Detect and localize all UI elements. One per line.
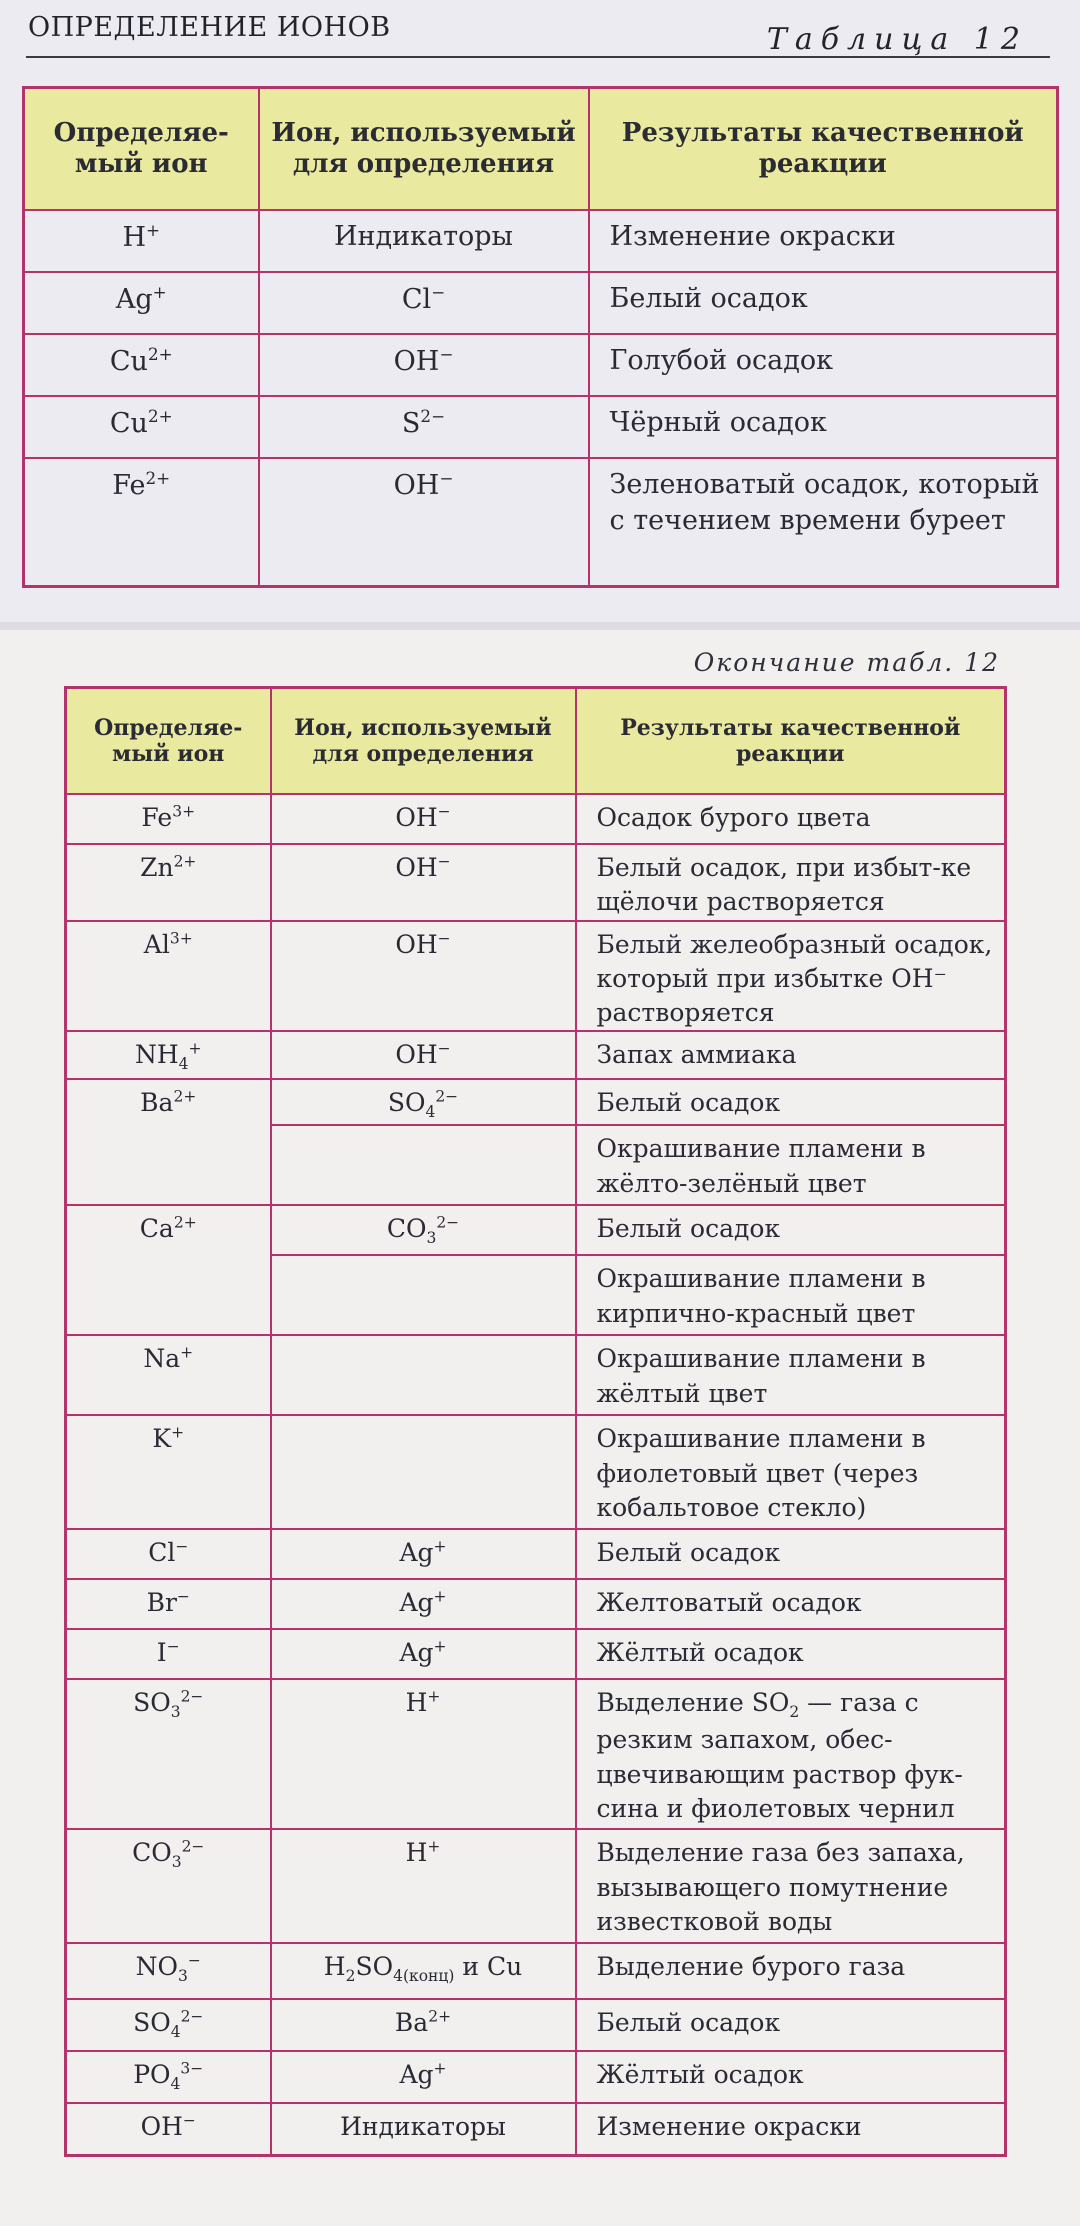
table-label: Таблица 12 (766, 22, 1028, 57)
page-top (0, 0, 1080, 622)
result-cell: Выделение $SO_2$ — газа с резким запахом, обес-цвечивающим раствор фук-сина и фиолетовых чернил (576, 1679, 1006, 1829)
table-row (66, 1335, 1006, 1415)
reagent-cell: Индикаторы (259, 210, 589, 272)
result-cell: Осадок бурого цвета (576, 794, 1006, 844)
table-header-row (24, 88, 1058, 211)
table-row (24, 210, 1058, 272)
ion-cell: $NO_3^-$ (66, 1943, 271, 1999)
reagent-cell: Индикаторы (271, 2103, 576, 2155)
table-row (66, 1079, 1006, 1125)
ion-cell: $Ba^{2+}$ (66, 1079, 271, 1205)
result-cell: Изменение окраски (589, 210, 1058, 272)
table-row (24, 272, 1058, 334)
ion-cell: Br− (66, 1579, 271, 1629)
reagent-cell: OH− (271, 1031, 576, 1079)
ion-cell: $SO_4^{2-}$ (66, 1999, 271, 2051)
result-cell: Жёлтый осадок (576, 1629, 1006, 1679)
result-cell: Белый осадок (589, 272, 1058, 334)
col-header-reagent: Ион, используемый для определения (271, 688, 576, 795)
table-row (66, 1529, 1006, 1579)
table-header-row (66, 688, 1006, 795)
ion-cell: H+ (24, 210, 259, 272)
result-cell: Запах аммиака (576, 1031, 1006, 1079)
reagent-cell: OH− (271, 794, 576, 844)
result-cell: Белый осадок, при избыт-ке щёлочи растворяется (576, 844, 1006, 921)
table-row (24, 334, 1058, 396)
result-cell: Белый осадок (576, 1999, 1006, 2051)
ion-cell: $Cu^{2+}$ (24, 396, 259, 458)
result-cell: Белый осадок (576, 1079, 1006, 1125)
col-header-reagent: Ион, используемый для определения (259, 88, 589, 211)
col-header-ion: Определяе-мый ион (24, 88, 259, 211)
reagent-cell: $Ba^{2+}$ (271, 1999, 576, 2051)
result-cell: Выделение газа без запаха, вызывающего помутнение известковой воды (576, 1829, 1006, 1943)
ion-cell: $Zn^{2+}$ (66, 844, 271, 921)
ion-cell: $Fe^{2+}$ (24, 458, 259, 586)
col-header-result: Результаты качественной реакции (576, 688, 1006, 795)
table-row (66, 1943, 1006, 1999)
reagent-cell (271, 1335, 576, 1415)
reagent-cell (271, 1255, 576, 1335)
table-row (66, 1579, 1006, 1629)
reagent-cell: OH− (259, 458, 589, 586)
ion-cell: Cl− (66, 1529, 271, 1579)
ion-cell: $CO_3^{2-}$ (66, 1829, 271, 1943)
table-row (66, 2051, 1006, 2103)
ion-cell: I− (66, 1629, 271, 1679)
result-cell: Белый осадок (576, 1529, 1006, 1579)
table-row (66, 794, 1006, 844)
result-cell: Голубой осадок (589, 334, 1058, 396)
ions-table-part2 (64, 686, 1007, 2157)
ion-cell: $Fe^{3+}$ (66, 794, 271, 844)
result-cell: Белый осадок (576, 1205, 1006, 1255)
reagent-cell: Ag+ (271, 2051, 576, 2103)
result-cell: Окрашивание пламени в кирпично-красный цвет (576, 1255, 1006, 1335)
reagent-cell: Ag+ (271, 1629, 576, 1679)
ion-cell: $Ca^{2+}$ (66, 1205, 271, 1335)
result-cell: Белый желеобразный осадок, который при избытке OH⁻ растворяется (576, 921, 1006, 1032)
col-header-result: Результаты качественной реакции (589, 88, 1058, 211)
reagent-cell: Cl− (259, 272, 589, 334)
ion-cell: $NH_4^+$ (66, 1031, 271, 1079)
result-cell: Жёлтый осадок (576, 2051, 1006, 2103)
section-title: ОПРЕДЕЛЕНИЕ ИОНОВ (28, 12, 391, 43)
reagent-cell: $H_2SO_{4(конц)}$ и Cu (271, 1943, 576, 1999)
ion-cell: $SO_3^{2-}$ (66, 1679, 271, 1829)
result-cell: Изменение окраски (576, 2103, 1006, 2155)
table-row (66, 921, 1006, 1032)
table-row (66, 844, 1006, 921)
result-cell: Окрашивание пламени в жёлтый цвет (576, 1335, 1006, 1415)
reagent-cell: $CO_3^{2-}$ (271, 1205, 576, 1255)
table-row (66, 1679, 1006, 1829)
ion-cell: $PO_4^{3-}$ (66, 2051, 271, 2103)
table-row (66, 1031, 1006, 1079)
ion-cell: $Al^{3+}$ (66, 921, 271, 1032)
page-bottom (0, 630, 1080, 2226)
ion-cell: OH− (66, 2103, 271, 2155)
reagent-cell: OH− (259, 334, 589, 396)
table-row (66, 2103, 1006, 2155)
reagent-cell (271, 1415, 576, 1529)
result-cell: Чёрный осадок (589, 396, 1058, 458)
table-row (66, 1415, 1006, 1529)
ion-cell: K+ (66, 1415, 271, 1529)
reagent-cell: H+ (271, 1679, 576, 1829)
page-gap (0, 622, 1080, 630)
table-row (66, 1999, 1006, 2051)
reagent-cell: OH− (271, 844, 576, 921)
table-row (66, 1829, 1006, 1943)
reagent-cell: H+ (271, 1829, 576, 1943)
result-cell: Зеленоватый осадок, который с течением времени буреет (589, 458, 1058, 586)
table-row (24, 458, 1058, 586)
reagent-cell (271, 1125, 576, 1205)
reagent-cell: $SO_4^{2-}$ (271, 1079, 576, 1125)
result-cell: Выделение бурого газа (576, 1943, 1006, 1999)
reagent-cell: OH− (271, 921, 576, 1032)
reagent-cell: Ag+ (271, 1579, 576, 1629)
ion-cell: $Cu^{2+}$ (24, 334, 259, 396)
header-rule (26, 56, 1050, 58)
result-cell: Окрашивание пламени в жёлто-зелёный цвет (576, 1125, 1006, 1205)
table-row (66, 1629, 1006, 1679)
table-row (66, 1205, 1006, 1255)
ion-cell: Na+ (66, 1335, 271, 1415)
reagent-cell: $S^{2-}$ (259, 396, 589, 458)
ions-table-part1 (22, 86, 1059, 588)
table-row (24, 396, 1058, 458)
result-cell: Желтоватый осадок (576, 1579, 1006, 1629)
reagent-cell: Ag+ (271, 1529, 576, 1579)
col-header-ion: Определяе-мый ион (66, 688, 271, 795)
result-cell: Окрашивание пламени в фиолетовый цвет (через кобальтовое стекло) (576, 1415, 1006, 1529)
ion-cell: Ag+ (24, 272, 259, 334)
continuation-label: Окончание табл. 12 (693, 648, 1000, 677)
